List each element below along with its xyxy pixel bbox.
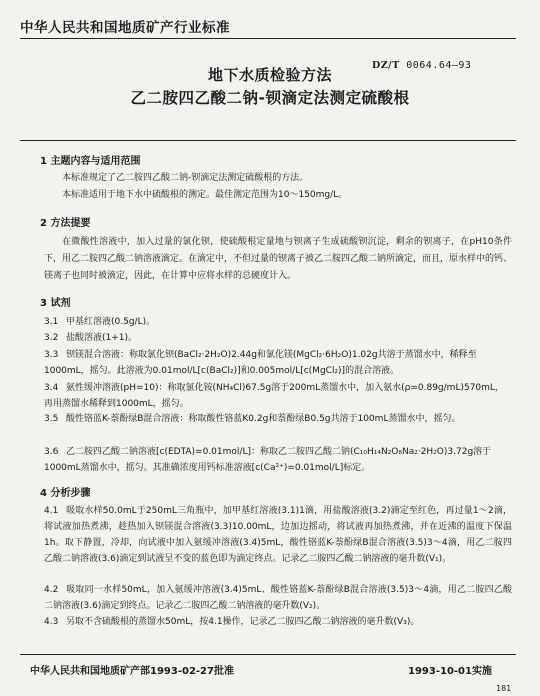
procedure-item [44, 582, 512, 614]
item-number: 4.3 [44, 617, 59, 627]
section-2-heading: 2 方法提要 [40, 218, 91, 229]
item-number: 3.3 [44, 350, 59, 360]
item-number: 4.1 [44, 506, 59, 516]
procedure-item [44, 503, 512, 567]
standard-number: 0064.64—93 [406, 60, 472, 71]
item-text: 氨性缓冲溶液(pH=10)：称取氯化铵(NH₄Cl)67.5g溶于200mL蒸馏水中，加入氨水(ρ=0.89g/mL)570mL，再用蒸馏水稀释到1000mL，摇匀。 [44, 383, 504, 409]
item-number: 3.2 [44, 333, 59, 343]
item-text: 酸性铬蓝K-萘酚绿B混合溶液：称取酸性铬蓝K0.2g和萘酚绿B0.5g共溶于100mL蒸馏水中，摇匀。 [66, 414, 461, 424]
item-number: 3.5 [44, 414, 59, 424]
section-1-para-2: 本标准适用于地下水中硫酸根的测定。最佳测定范围为10～150mg/L。 [62, 190, 348, 200]
item-text: 盐酸溶液(1+1)。 [66, 333, 138, 343]
item-text: 吸取水样50.0mL于250mL三角瓶中，加甲基红溶液(3.1)1滴，用盐酸溶液(3.2)滴定至红色，再过量1～2滴，将试液加热煮沸，趁热加入钡镁混合溶液(3.3)10.00mL，边加边摇动，将试液再加热煮沸，并在近沸的温度下保温1h。取下静置，冷却，向试液中加入氨缓冲溶液(3.4)5mL，酸性铬蓝K-萘酚绿B混合溶液(3.5)3～4滴，用乙二胺四乙酸二钠溶液(3.6)滴定到试液呈不变的蓝色即为滴定终点。记录乙二胺四乙酸二钠溶液的毫升数(V₁)。 [44, 506, 512, 564]
item-number: 3.1 [44, 317, 59, 327]
section-1-heading: 1 主题内容与适用范围 [40, 156, 141, 167]
item-text: 钡镁混合溶液：称取氯化钡(BaCl₂·2H₂O)2.44g和氯化镁(MgCl₂·6H₂O)1.02g共溶于蒸馏水中，稀释至1000mL，摇匀。此溶液为0.01mol/L[c(BaCl₂)]和0.005mol/L[c(MgCl₂)]的混合溶液。 [44, 350, 477, 376]
reagent-item [44, 444, 512, 476]
reagent-item [44, 411, 512, 427]
item-number: 4.2 [44, 585, 59, 595]
item-text: 甲基红溶液(0.5g/L)。 [66, 317, 156, 327]
title-rule [20, 140, 516, 141]
header-title: 中华人民共和国地质矿产行业标准 [20, 20, 230, 36]
procedure-item [44, 614, 512, 630]
reagent-item [44, 347, 512, 379]
item-text: 乙二胺四乙酸二钠溶液[c(EDTA)=0.01mol/L]：称取乙二胺四乙酸二钠(C₁₀H₁₄N₂O₈Na₂·2H₂O)3.72g溶于1000mL蒸馏水中，摇匀。其准确浓度用钙标准溶液[c(Ca²⁺)=0.01mol/L]标定。 [44, 447, 492, 473]
standard-prefix: DZ/T [372, 60, 400, 71]
item-number: 3.6 [44, 447, 59, 457]
section-4-heading: 4 分析步骤 [40, 488, 91, 499]
doc-title-line2: 乙二胺四乙酸二钠-钡滴定法测定硫酸根 [130, 89, 410, 107]
item-text: 另取不含硫酸根的蒸馏水50mL，按4.1操作，记录乙二胺四乙酸二钠溶液的毫升数(V₃)。 [66, 617, 420, 627]
doc-title-line1: 地下水质检验方法 [207, 66, 332, 84]
effective-date: 1993-10-01实施 [408, 666, 492, 677]
item-text: 吸取同一水样50mL，加入氨缓冲溶液(3.4)5mL、酸性铬蓝K-萘酚绿B混合溶液(3.5)3～4滴，用乙二胺四乙酸二钠溶液(3.6)滴定到终点。记录乙二胺四乙酸二钠溶液的毫升数(V₂)。 [44, 585, 512, 611]
approval-line: 中华人民共和国地质矿产部1993-02-27批准 [30, 666, 234, 677]
header-rule [20, 38, 516, 39]
footer-rule [20, 654, 516, 655]
item-number: 3.4 [44, 383, 59, 393]
section-1-para-1: 本标准规定了乙二胺四乙酸二钠-钡滴定法测定硫酸根的方法。 [62, 173, 309, 183]
section-3-heading: 3 试剂 [40, 298, 71, 309]
reagent-item [44, 330, 512, 346]
section-2-para-1: 在微酸性溶液中，加入过量的氯化钡，使硫酸根定量地与钡离子生成硫酸钡沉淀，剩余的钡离子，在pH10条件下，用乙二胺四乙酸二钠溶液滴定。在滴定中，不但过量的钡离子被乙二胺四乙酸二钠所滴定，而且，原水样中的钙、镁离子也同时被滴定，因此，在计算中应将水样的总硬度计入。 [44, 237, 513, 281]
reagent-item [44, 380, 512, 412]
page-number: 181 [496, 684, 512, 693]
reagent-item [44, 314, 512, 330]
